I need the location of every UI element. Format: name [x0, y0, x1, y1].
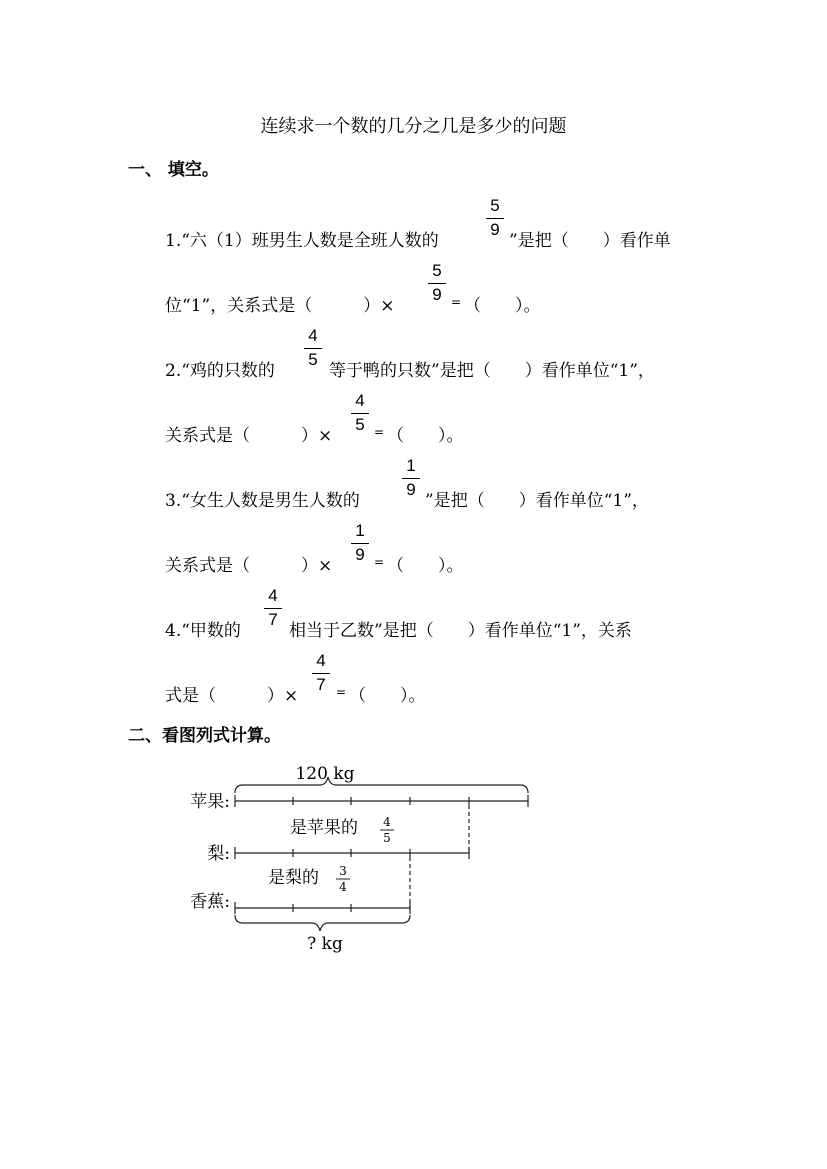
equals-sign: = — [374, 555, 385, 569]
denominator: 9 — [406, 480, 416, 499]
fraction-bar — [351, 413, 369, 414]
q3-line1-text-a: 3.“女生人数是男生人数的 — [165, 491, 360, 511]
fraction-bar — [428, 283, 446, 284]
fraction-bar — [402, 478, 420, 479]
q4-line1-text-b: 相当于乙数”是把（ ）看作单位“1”，关系 — [289, 621, 632, 641]
q1-line1-text-b: ”是把（ ）看作单 — [509, 231, 671, 251]
numerator: 1 — [355, 521, 365, 540]
fraction-bar — [264, 608, 282, 609]
unknown-label: ? kg — [307, 934, 343, 954]
q2-fraction-2 — [350, 390, 370, 435]
numerator: 4 — [268, 586, 278, 605]
pear-label: 梨: — [207, 844, 230, 864]
q4-fraction-2 — [311, 650, 331, 695]
q4-line1-text-a: 4.“甲数的 — [165, 621, 241, 641]
equals-sign: = — [336, 685, 347, 699]
q3-fraction-2 — [350, 520, 370, 565]
q4-fraction-1 — [263, 585, 283, 630]
banana-frac-numerator: 3 — [339, 864, 347, 878]
denominator: 5 — [355, 415, 365, 434]
q3-line1-text-b: ”是把（ ）看作单位“1”， — [425, 491, 649, 511]
banana-label: 香蕉: — [190, 892, 230, 912]
q3-line2-text-a: 关系式是（ ）× — [165, 556, 333, 576]
section-2-heading: 二、看图列式计算。 — [128, 726, 281, 746]
q4-line2-text-a: 式是（ ）× — [165, 686, 299, 706]
banana-frac-denominator: 4 — [339, 880, 347, 894]
numerator: 5 — [432, 261, 442, 280]
denominator: 7 — [268, 610, 278, 629]
denominator: 5 — [308, 350, 318, 369]
equals-sign: = — [451, 295, 462, 309]
denominator: 9 — [490, 220, 500, 239]
page-title: 连续求一个数的几分之几是多少的问题 — [260, 116, 567, 137]
apple-label: 苹果: — [190, 792, 230, 812]
q2-line2-text-b: （ ）。 — [387, 426, 464, 446]
q4-line2-text-b: （ ）。 — [349, 686, 426, 706]
numerator: 4 — [355, 391, 365, 410]
q1-line2-text-a: 位“1”，关系式是（ ）× — [165, 296, 395, 316]
pear-note: 是苹果的 — [290, 818, 358, 838]
numerator: 4 — [316, 651, 326, 670]
total-brace — [235, 777, 528, 793]
q3-fraction-1 — [401, 455, 421, 500]
q2-line2-text-a: 关系式是（ ）× — [165, 426, 333, 446]
pear-frac-numerator: 4 — [383, 815, 391, 829]
q2-line1-text-a: 2.“鸡的只数的 — [165, 361, 275, 381]
denominator: 9 — [355, 545, 365, 564]
fraction-bar — [312, 673, 330, 674]
fraction-bar — [486, 218, 504, 219]
banana-note: 是梨的 — [268, 868, 319, 888]
q1-line2-text-b: （ ）。 — [464, 296, 541, 316]
q2-line1-text-b: 等于鸭的只数”是把（ ）看作单位“1”， — [329, 361, 655, 381]
section-1-heading: 一、 填空。 — [128, 160, 219, 180]
pear-frac-denominator: 5 — [383, 831, 391, 845]
q3-line2-text-b: （ ）。 — [387, 556, 464, 576]
numerator: 4 — [308, 326, 318, 345]
total-label: 120 kg — [295, 764, 355, 784]
q2-fraction-1 — [303, 325, 323, 370]
denominator: 7 — [316, 675, 326, 694]
numerator: 5 — [490, 196, 500, 215]
unknown-brace — [235, 915, 410, 931]
numerator: 1 — [406, 456, 416, 475]
fraction-bar — [304, 348, 322, 349]
q1-fraction-2 — [427, 260, 447, 305]
segment-diagram — [160, 755, 560, 965]
equals-sign: = — [374, 425, 385, 439]
fraction-bar — [351, 543, 369, 544]
denominator: 9 — [432, 285, 442, 304]
q1-line1-text-a: 1.“六（1）班男生人数是全班人数的 — [165, 231, 439, 251]
q1-fraction-1 — [485, 195, 505, 240]
